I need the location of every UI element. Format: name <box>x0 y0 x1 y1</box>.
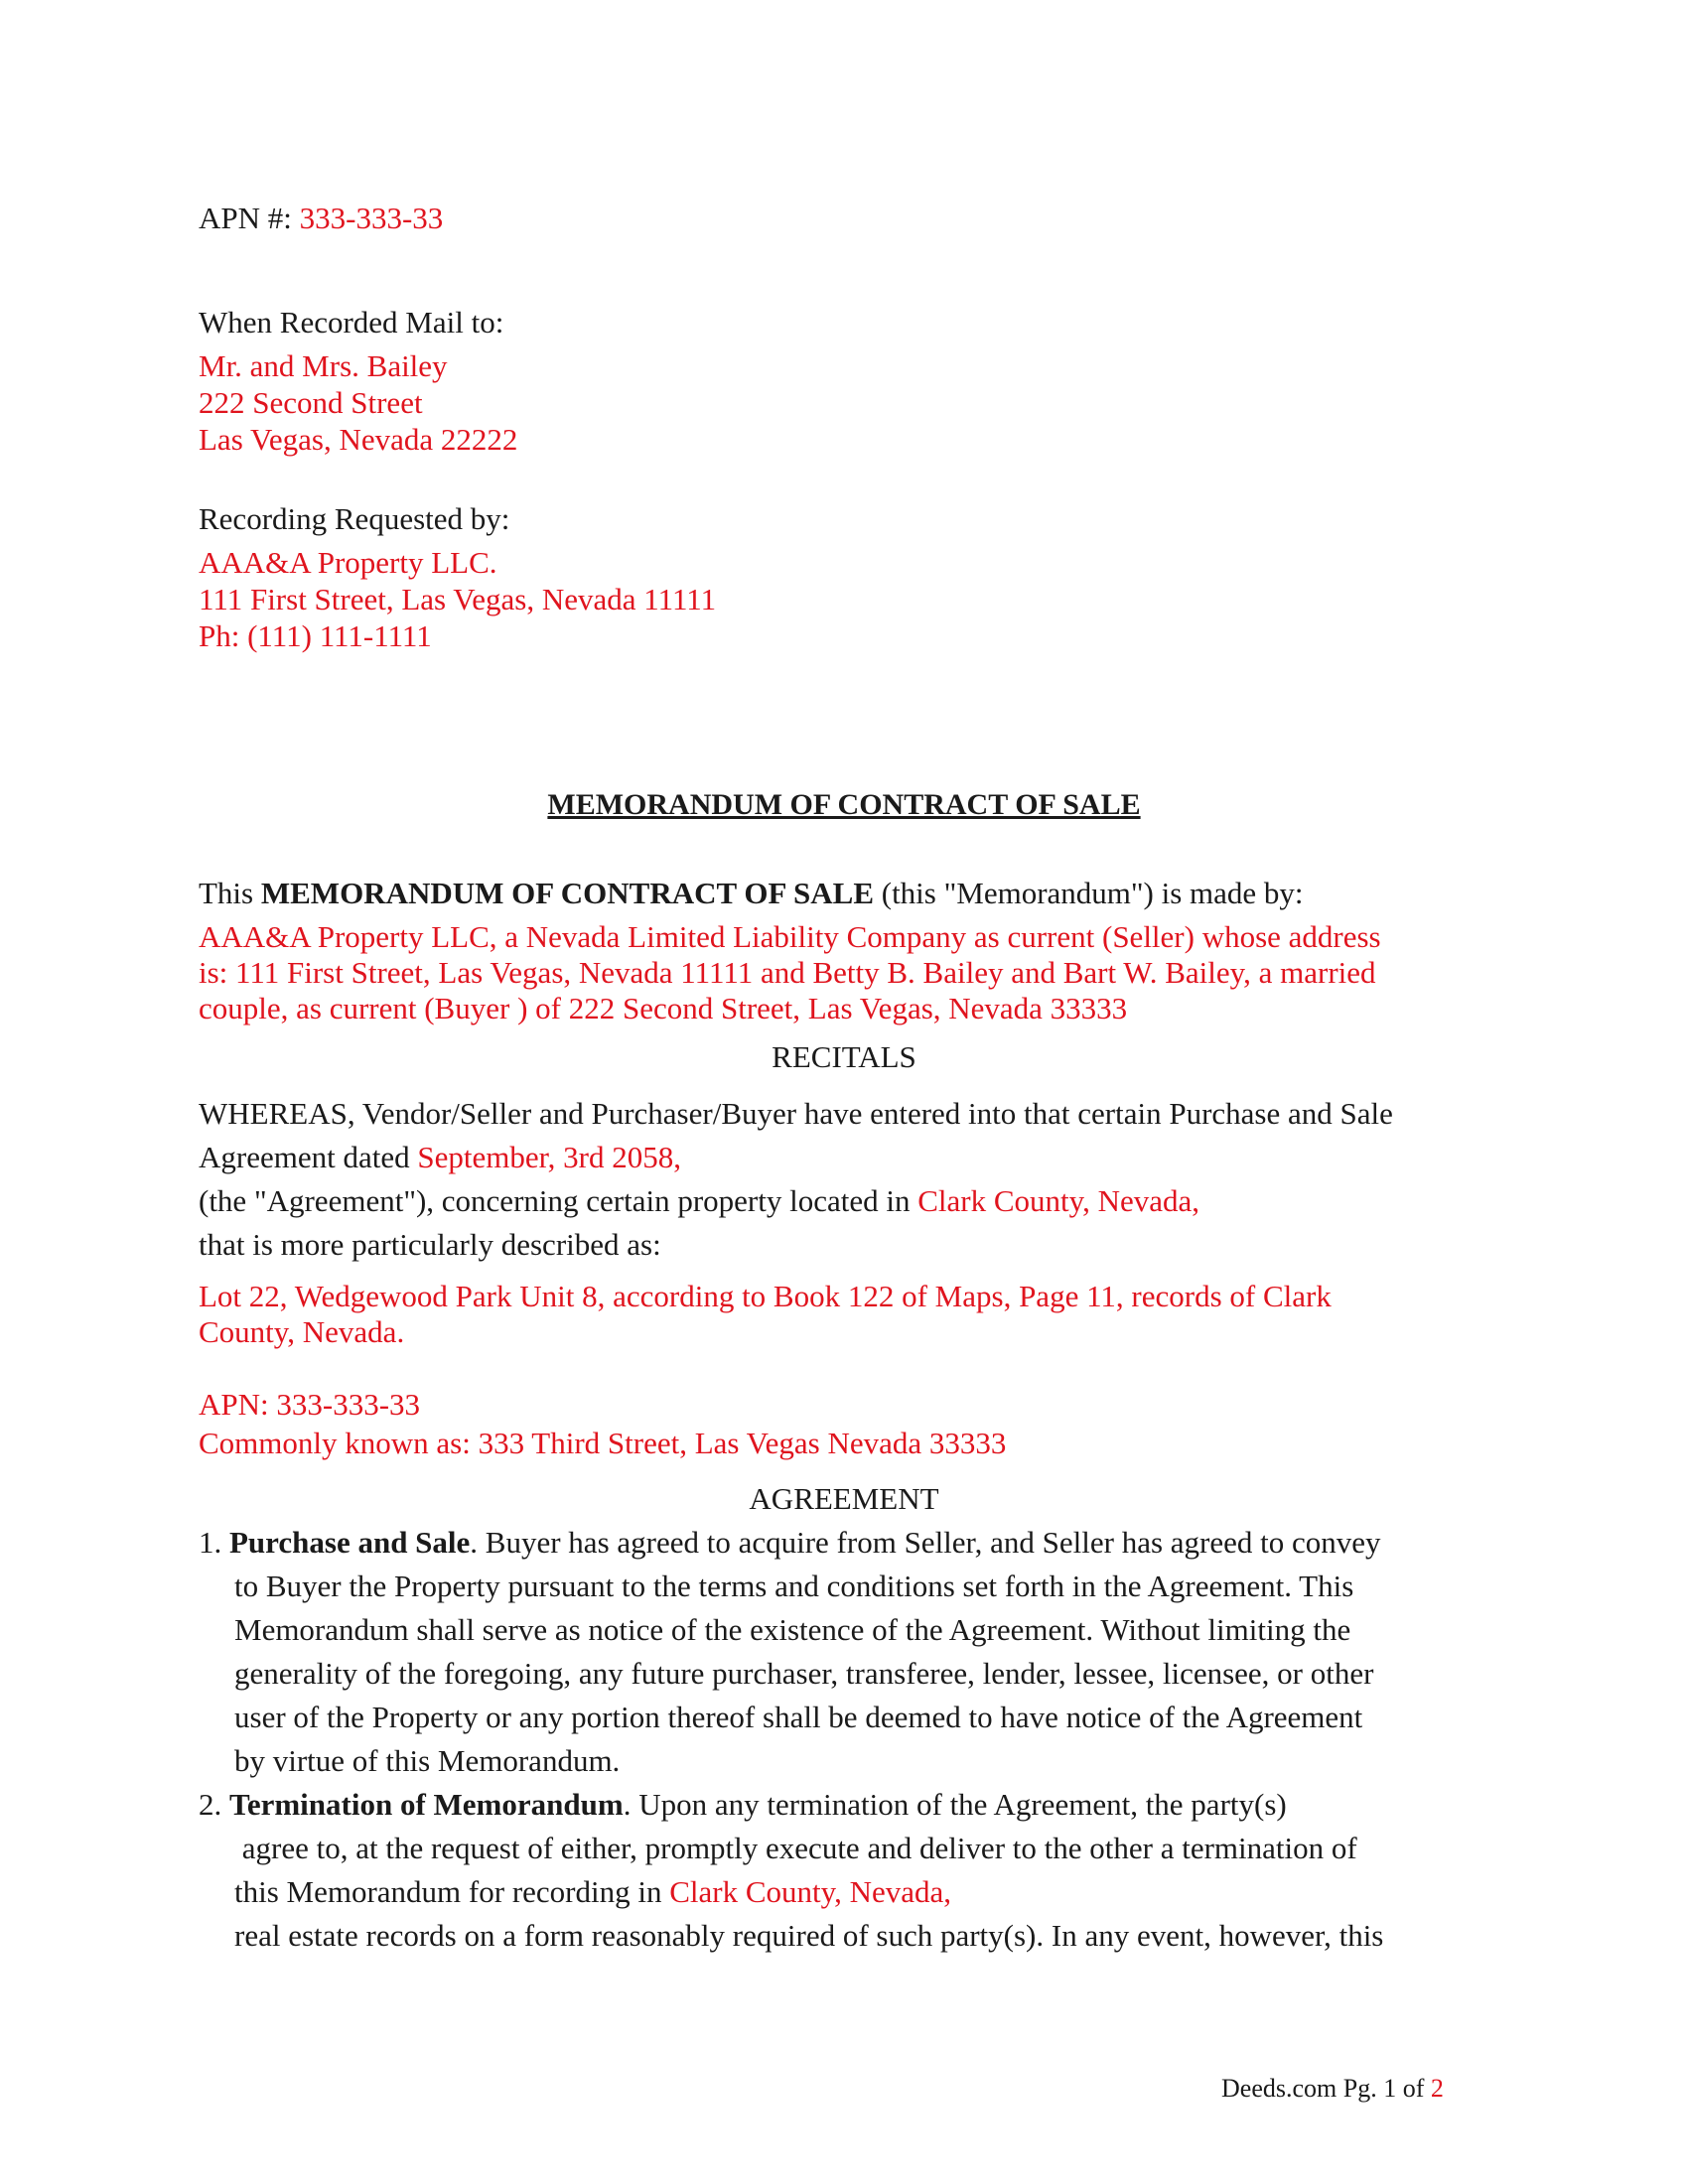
parties-line: couple, as current (Buyer ) of 222 Second Street, Las Vegas, Nevada 33333 <box>199 991 1128 1025</box>
intro-line <box>199 876 1304 911</box>
parties-line: is: 111 First Street, Las Vegas, Nevada 11111 and Betty B. Bailey and Bart W. Bailey, a married <box>199 955 1376 990</box>
apn-line: APN: 333-333-33 <box>199 1387 421 1422</box>
property-location-label: (the "Agreement"), concerning certain property located in <box>199 1183 918 1218</box>
intro-pre: This <box>199 876 261 910</box>
legal-description-line: County, Nevada. <box>199 1314 405 1349</box>
intro-bold: MEMORANDUM OF CONTRACT OF SALE <box>260 876 874 910</box>
mail-to-line: Mr. and Mrs. Bailey <box>199 348 448 383</box>
item-text-line: user of the Property or any portion thereof shall be deemed to have notice of the Agreement <box>234 1700 1363 1734</box>
item-text: . Upon any termination of the Agreement, the party(s) <box>623 1787 1287 1822</box>
commonly-known-line: Commonly known as: 333 Third Street, Las Vegas Nevada 33333 <box>199 1426 1007 1460</box>
requested-by-line: 111 First Street, Las Vegas, Nevada 11111 <box>199 582 717 616</box>
item-text-line: generality of the foregoing, any future purchaser, transferee, lender, lessee, licensee, or other <box>234 1656 1374 1691</box>
intro-post: (this "Memorandum") is made by: <box>874 876 1304 910</box>
item-text-line <box>234 1874 951 1910</box>
item-number: 1. <box>199 1525 222 1560</box>
recitals-line: WHEREAS, Vendor/Seller and Purchaser/Buyer have entered into that certain Purchase and Sale <box>199 1096 1393 1131</box>
recitals-line: that is more particularly described as: <box>199 1227 661 1262</box>
footer-page-total: 2 <box>1430 2074 1444 2103</box>
apn-value: 333-333-33 <box>299 201 444 235</box>
agreement-item-2 <box>199 1787 1287 1823</box>
item-text-line: to Buyer the Property pursuant to the terms and conditions set forth in the Agreement. This <box>234 1569 1354 1603</box>
mail-to-line: Las Vegas, Nevada 22222 <box>199 422 518 457</box>
recording-label: this Memorandum for recording in <box>234 1874 670 1909</box>
mail-to-line: 222 Second Street <box>199 385 423 420</box>
item-text-line: Memorandum shall serve as notice of the existence of the Agreement. Without limiting the <box>234 1612 1351 1647</box>
requested-by-label: Recording Requested by: <box>199 501 510 536</box>
recording-county: Clark County, Nevada, <box>669 1874 952 1909</box>
apn-header <box>199 201 443 236</box>
property-county: Clark County, Nevada, <box>917 1183 1200 1218</box>
parties-line: AAA&A Property LLC, a Nevada Limited Liability Company as current (Seller) whose address <box>199 919 1381 954</box>
agreement-date: September, 3rd 2058, <box>417 1140 682 1174</box>
recitals-line <box>199 1140 681 1175</box>
item-title: Purchase and Sale <box>229 1525 471 1560</box>
item-text: . Buyer has agreed to acquire from Seller, and Seller has agreed to convey <box>470 1525 1381 1560</box>
item-text-line: real estate records on a form reasonably required of such party(s). In any event, however, this <box>234 1918 1384 1953</box>
apn-label: APN #: <box>199 201 292 235</box>
recitals-line <box>199 1183 1199 1219</box>
mail-to-label: When Recorded Mail to: <box>199 305 504 340</box>
agreement-dated-label: Agreement dated <box>199 1140 418 1174</box>
footer-text: Deeds.com Pg. 1 of <box>1221 2074 1431 2103</box>
agreement-heading: AGREEMENT <box>749 1481 939 1516</box>
document-title: MEMORANDUM OF CONTRACT OF SALE <box>547 788 1141 821</box>
page-footer <box>1221 2071 1444 2107</box>
item-title: Termination of Memorandum <box>229 1787 624 1822</box>
item-text-line: by virtue of this Memorandum. <box>234 1743 621 1778</box>
requested-by-line: Ph: (111) 111-1111 <box>199 618 432 653</box>
recitals-heading: RECITALS <box>772 1039 916 1074</box>
item-text-line: agree to, at the request of either, promptly execute and deliver to the other a termination of <box>234 1831 1357 1865</box>
item-number: 2. <box>199 1787 222 1822</box>
requested-by-line: AAA&A Property LLC. <box>199 545 497 580</box>
legal-description-line: Lot 22, Wedgewood Park Unit 8, according to Book 122 of Maps, Page 11, records of Clark <box>199 1279 1332 1313</box>
agreement-item-1 <box>199 1525 1381 1561</box>
